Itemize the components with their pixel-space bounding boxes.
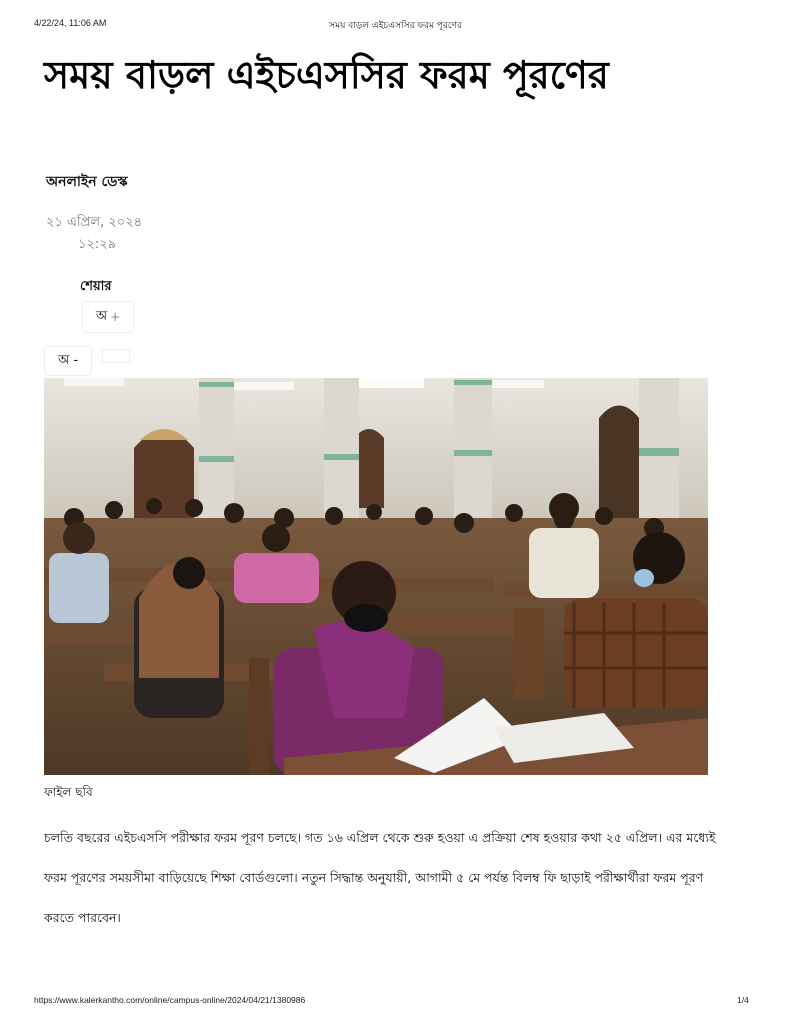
article-paragraph: চলতি বছরের এইচএসসি পরীক্ষার ফরম পূরণ চলছে। গত ১৬ এপ্রিল থেকে শুরু হওয়া এ প্রক্রিয়া শেষ হওয়ার কথা ২৫ এপ্রিল। এর মধ্যেই ফরম পূরণের সময়সীমা বাড়িয়েছে শিক্ষা বোর্ডগুলো। নতুন সিদ্ধান্ত অনুযায়ী, আগামী ৫ মে পর্যন্ত বিলম্ব ফি ছাড়াই পরীক্ষার্থীরা ফরম পূরণ করতে পারবেন। (44, 830, 716, 925)
author-name[interactable]: অনলাইন ডেস্ক (46, 174, 128, 190)
image-caption: ফাইল ছবি (44, 785, 93, 799)
print-footer-url: https://www.kalerkantho.com/online/campus-online/2024/04/21/1380986 (34, 995, 306, 1005)
font-increase-letter: অ (95, 308, 108, 324)
article-image (44, 378, 708, 775)
print-page-number: 1/4 (737, 995, 749, 1005)
share-label[interactable]: শেয়ার (80, 279, 112, 294)
article-headline: সময় বাড়ল এইচএসসির ফরম পূরণের (44, 53, 609, 97)
font-decrease-button[interactable] (44, 346, 92, 376)
plus-icon: + (110, 310, 121, 324)
print-page-title: সময় বাড়ল এইচএসসির ফরম পূরণের (329, 21, 462, 31)
publish-date: ২১ এপ্রিল, ২০২৪ (46, 215, 143, 230)
print-datetime: 4/22/24, 11:06 AM (34, 18, 107, 28)
font-decrease-label: অ - (57, 352, 79, 368)
font-increase-button[interactable] (82, 301, 134, 333)
article-body (44, 818, 724, 938)
font-reset-button[interactable] (102, 349, 130, 363)
publish-time: ১২:২৯ (78, 237, 117, 252)
